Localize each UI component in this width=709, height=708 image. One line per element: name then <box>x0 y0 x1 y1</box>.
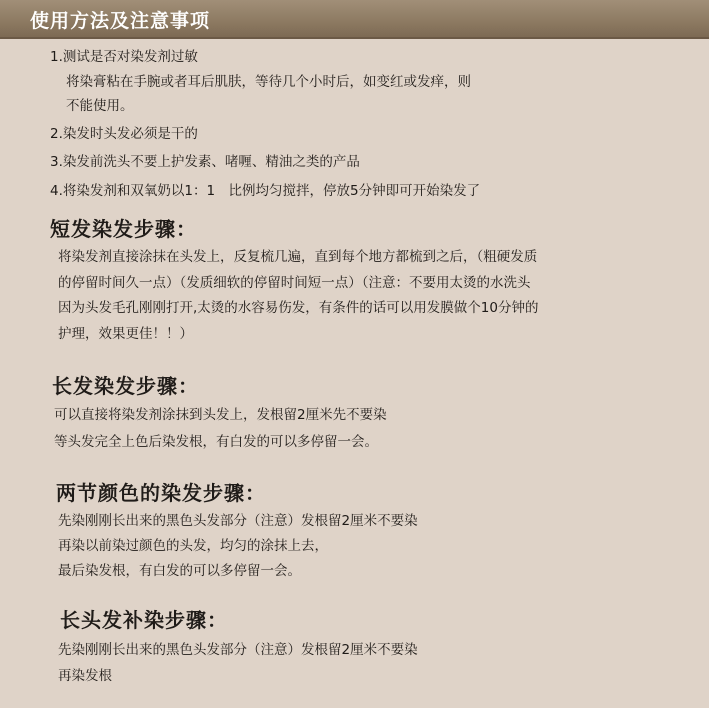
note-1-detail: 将染膏粘在手腕或者耳后肌肤，等待几个小时后，如变红或发痒，则 <box>66 74 471 90</box>
section-heading-short-hair: 短发染发步骤： <box>50 217 197 241</box>
section-line: 再染发根 <box>58 668 112 684</box>
section-line: 将染发剂直接涂抹在头发上，反复梳几遍，直到每个地方都梳到之后，（粗硬发质 <box>58 249 538 265</box>
note-1: 1.测试是否对染发剂过敏 <box>50 49 198 65</box>
title-banner <box>0 0 709 39</box>
note-4: 4.将染发剂和双氧奶以1：1 比例均匀搅拌，停放5分钟即可开始染发了 <box>50 183 481 199</box>
section-line: 先染刚刚长出来的黑色头发部分（注意）发根留2厘米不要染 <box>58 642 418 658</box>
section-line: 最后染发根，有白发的可以多停留一会。 <box>58 563 301 579</box>
note-2: 2.染发时头发必须是干的 <box>50 126 198 142</box>
section-line: 因为头发毛孔刚刚打开,太烫的水容易伤发，有条件的话可以用发膜做个10分钟的 <box>58 300 539 316</box>
section-heading-long-hair: 长发染发步骤： <box>52 374 199 398</box>
note-1-detail-cont: 不能使用。 <box>66 98 134 114</box>
page-title: 使用方法及注意事项 <box>30 10 211 32</box>
section-heading-two-tone: 两节颜色的染发步骤： <box>56 481 266 505</box>
section-heading-root-touchup: 长头发补染步骤： <box>60 608 228 632</box>
section-line: 先染刚刚长出来的黑色头发部分（注意）发根留2厘米不要染 <box>58 513 418 529</box>
section-line: 护理，效果更佳！！） <box>58 326 193 342</box>
note-3: 3.染发前洗头不要上护发素、啫喱、精油之类的产品 <box>50 154 360 170</box>
section-line: 再染以前染过颜色的头发，均匀的涂抹上去， <box>58 538 328 554</box>
section-line: 的停留时间久一点）（发质细软的停留时间短一点）（注意：不要用太烫的水洗头 <box>58 275 531 291</box>
section-line: 可以直接将染发剂涂抹到头发上，发根留2厘米先不要染 <box>54 407 387 423</box>
section-line: 等头发完全上色后染发根，有白发的可以多停留一会。 <box>54 434 378 450</box>
